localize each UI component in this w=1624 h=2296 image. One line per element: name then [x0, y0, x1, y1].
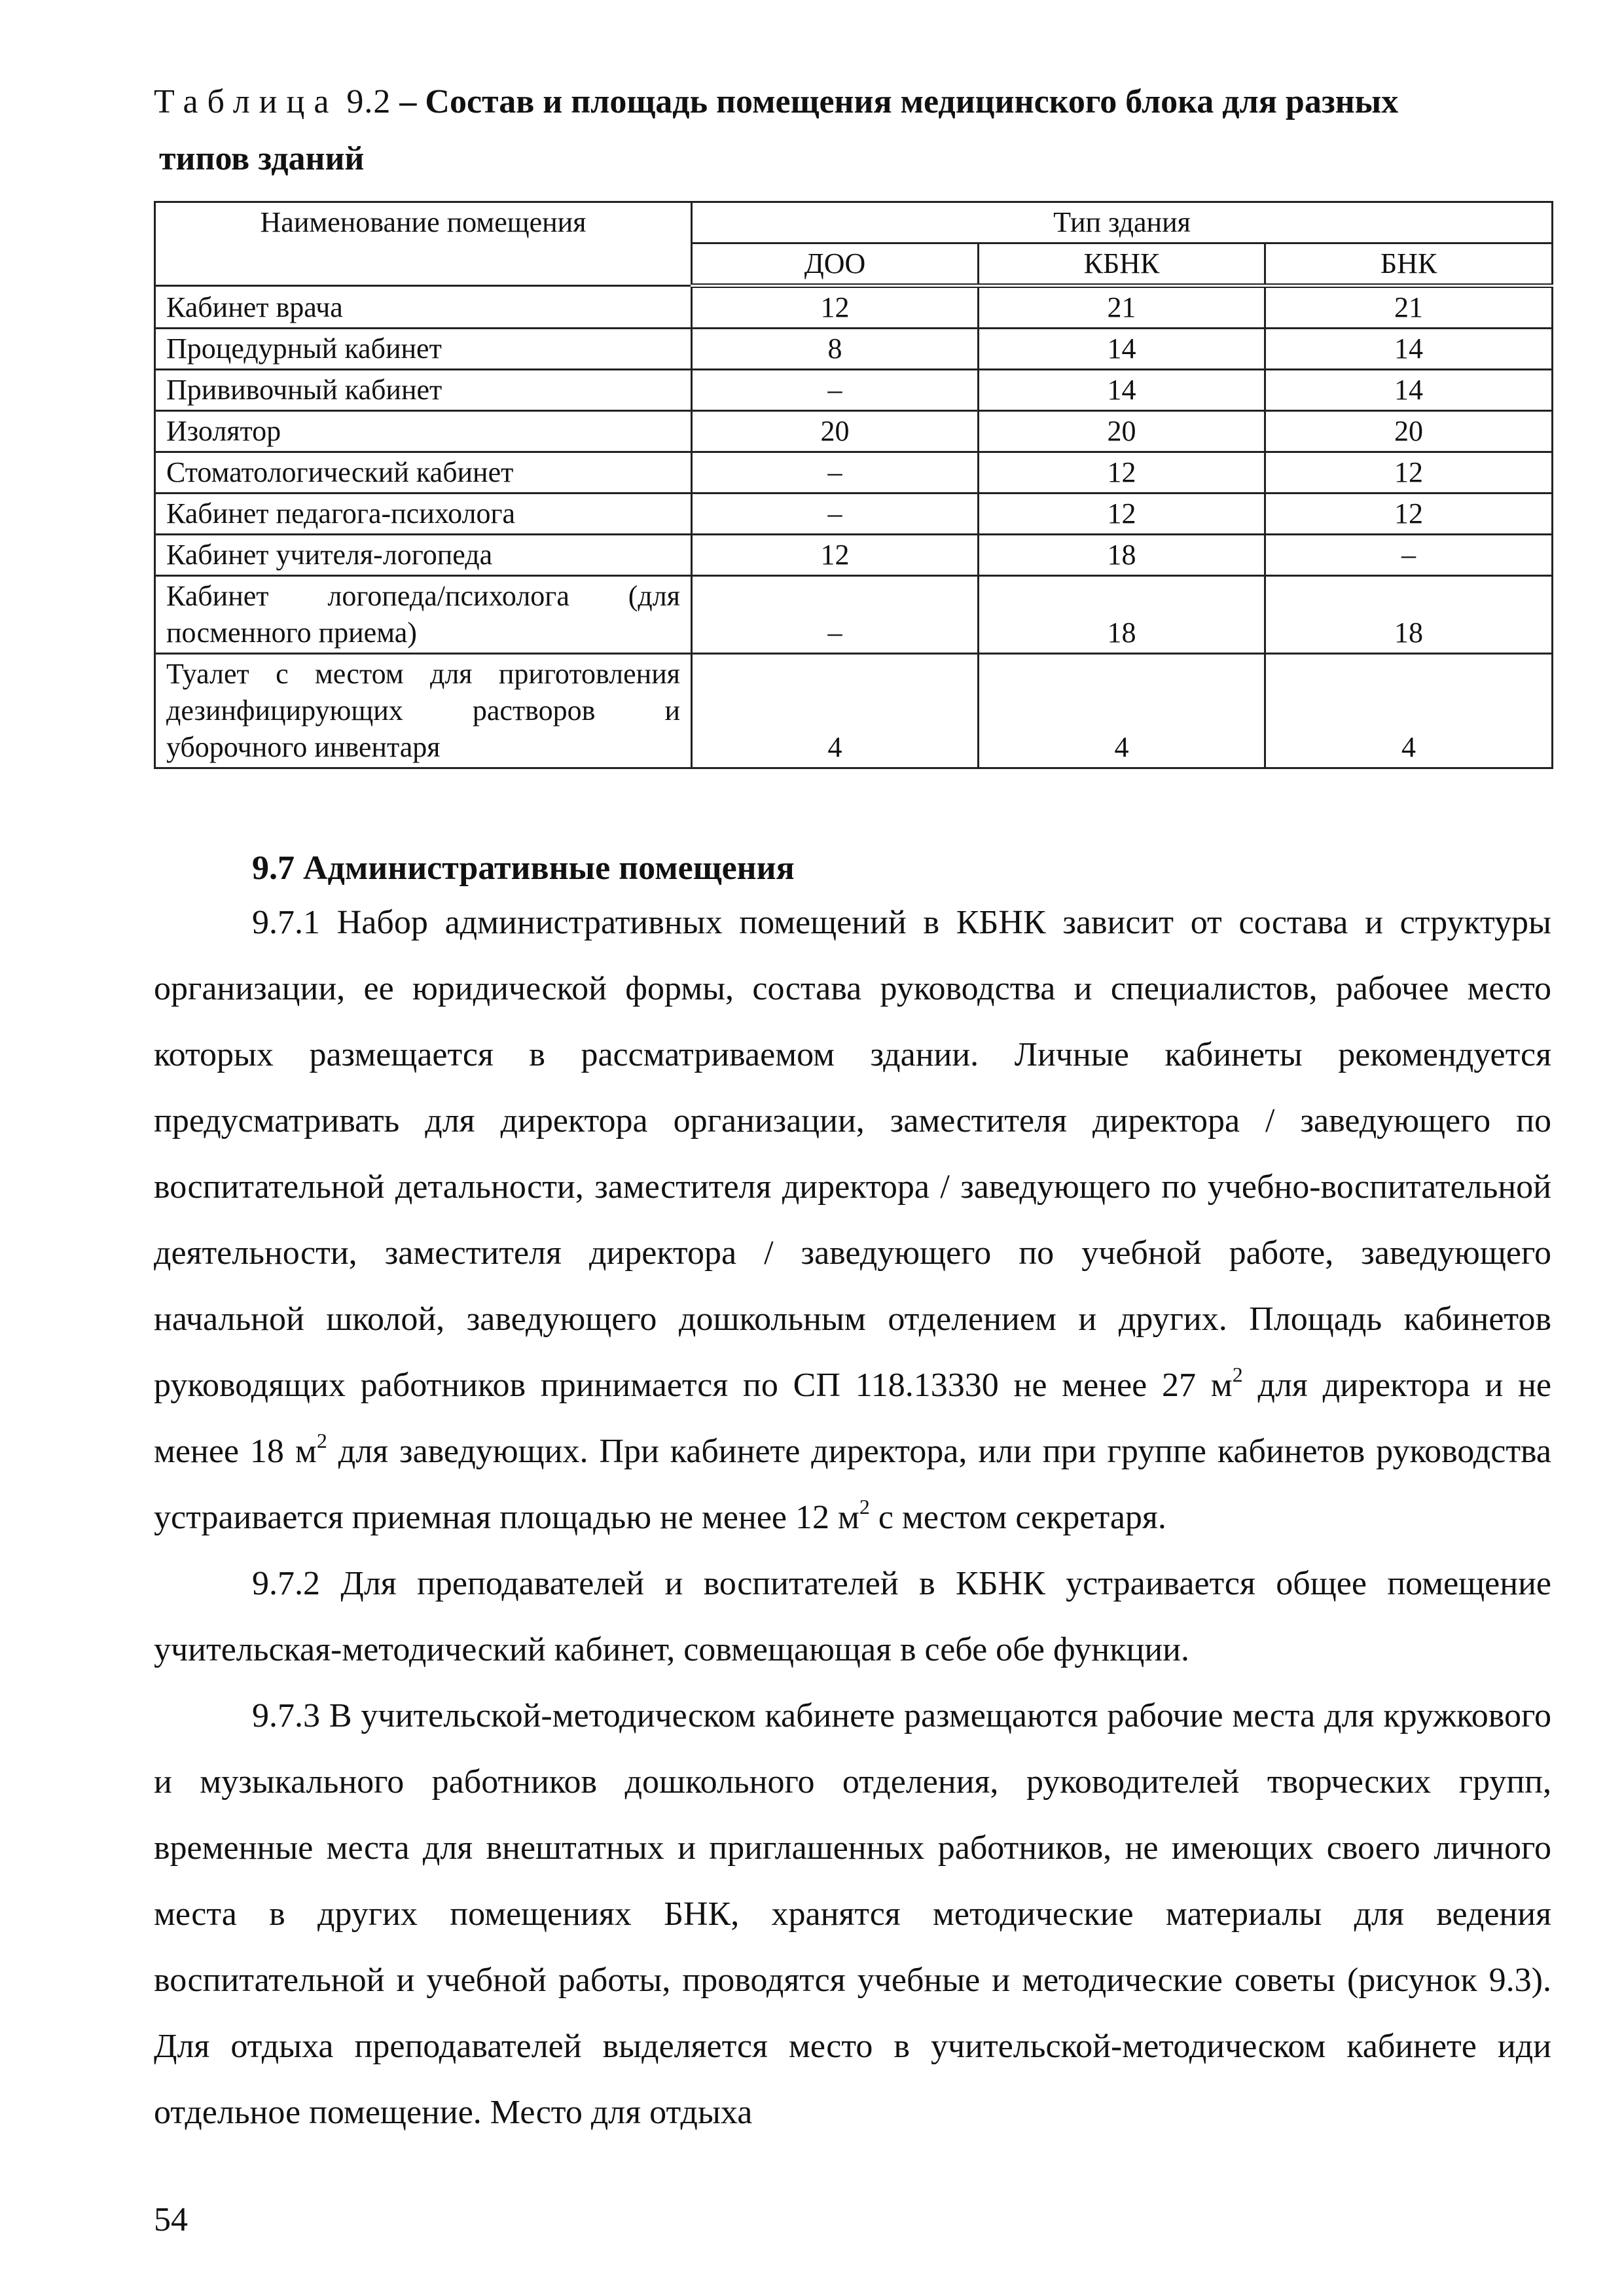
paragraph-9-7-3: 9.7.3 В учительской-методическом кабинете размещаются рабочие места для кружкового и музыкального работников дошкольного отделения, руководителей творческих групп, временные места для внештатных и приглашенных работников, не имеющих своего личного места в других помещениях БНК, хранятся методические материалы для ведения воспитательной и учебной работы, проводятся учебные и методические советы (рисунок 9.3). Для отдыха преподавателей выделяется место в учительской-методическом кабинете иди отдельное помещение. Место для отдыха: [154, 1697, 1551, 2131]
row-value-kbnk: 14: [979, 329, 1265, 370]
table-row: [155, 286, 1553, 329]
table-caption-title-continued: типов зданий: [159, 140, 365, 177]
row-value-doo: –: [692, 452, 979, 493]
table-caption-title: – Состав и площадь помещения медицинского блока для разных: [399, 83, 1399, 120]
table-header-row: [155, 202, 1553, 243]
row-value-kbnk: 12: [979, 452, 1265, 493]
table-caption-number: 9.2: [346, 83, 391, 120]
table-caption: [154, 69, 1551, 135]
row-name: Процедурный кабинет: [155, 329, 692, 370]
table-row: [155, 452, 1553, 493]
paragraph-text: для директора и не менее 18 м: [154, 1367, 1552, 1470]
row-value-doo: –: [692, 576, 979, 654]
row-value-kbnk: 12: [979, 493, 1265, 535]
row-value-bnk: 18: [1265, 576, 1553, 654]
row-value-bnk: 12: [1265, 452, 1553, 493]
row-value-kbnk: 4: [979, 654, 1265, 768]
paragraph-9-7-2: 9.7.2 Для преподавателей и воспитателей в КБНК устраивается общее помещение учительская-методический кабинет, совмещающая в себе обе функции.: [154, 1565, 1551, 1668]
row-name: Изолятор: [155, 411, 692, 452]
header-bnk: БНК: [1265, 243, 1553, 286]
superscript: 2: [859, 1495, 870, 1518]
header-doo: ДОО: [692, 243, 979, 286]
row-value-kbnk: 18: [979, 535, 1265, 576]
row-value-doo: 12: [692, 535, 979, 576]
row-name: Кабинет врача: [155, 286, 692, 329]
row-value-doo: 12: [692, 286, 979, 329]
superscript: 2: [316, 1429, 327, 1452]
superscript: 2: [1232, 1363, 1243, 1386]
table-row: [155, 329, 1553, 370]
header-building-type: Тип здания: [692, 202, 1553, 243]
row-value-bnk: 14: [1265, 370, 1553, 411]
row-name: Кабинет педагога-психолога: [155, 493, 692, 535]
table-row: [155, 411, 1553, 452]
page-content: [154, 69, 1551, 2145]
row-name: Кабинет учителя-логопеда: [155, 535, 692, 576]
row-value-doo: 4: [692, 654, 979, 768]
paragraph-text: 9.7.1 Набор административных помещений в КБНК зависит от состава и структуры организации, ее юридической формы, состава руководства и специалистов, рабочее место которых размещается в рассматриваемом здании. Личные кабинеты рекомендуется предусматривать для директора организации, заместителя директора / заведующего по воспитательной детальности, заместителя директора / заведующего по учебно-воспитательной деятельности, заместителя директора / заведующего по учебной работе, заведующего начальной школой, заведующего дошкольным отделением и других. Площадь кабинетов руководящих работников принимается по СП 118.13330 не менее 27 м: [154, 904, 1551, 1404]
row-value-bnk: 21: [1265, 286, 1553, 329]
row-value-doo: –: [692, 493, 979, 535]
row-value-kbnk: 21: [979, 286, 1265, 329]
paragraph-9-7-1: [154, 889, 1551, 1551]
row-value-doo: –: [692, 370, 979, 411]
page-number: 54: [154, 2201, 188, 2238]
table-row: [155, 654, 1553, 768]
row-value-bnk: 20: [1265, 411, 1553, 452]
paragraph-text: с местом секретаря.: [869, 1499, 1166, 1536]
row-value-kbnk: 20: [979, 411, 1265, 452]
row-name: Стоматологический кабинет: [155, 452, 692, 493]
row-value-bnk: 12: [1265, 493, 1553, 535]
row-value-kbnk: 18: [979, 576, 1265, 654]
row-name: Прививочный кабинет: [155, 370, 692, 411]
table-row: [155, 493, 1553, 535]
header-room-name: Наименование помещения: [155, 202, 692, 286]
table-row: [155, 576, 1553, 654]
row-name: Кабинет логопеда/психолога (для посменного приема): [155, 576, 692, 654]
row-value-doo: 8: [692, 329, 979, 370]
paragraph-text: для заведующих. При кабинете директора, или при группе кабинетов руководства устраивается приемная площадью не менее 12 м: [154, 1433, 1551, 1536]
row-value-bnk: 14: [1265, 329, 1553, 370]
row-name: Туалет с местом для приготовления дезинфицирующих растворов и уборочного инвентаря: [155, 654, 692, 768]
medical-block-table: [154, 201, 1553, 769]
row-value-kbnk: 14: [979, 370, 1265, 411]
table-caption-label: Таблица: [154, 83, 338, 120]
section-heading: 9.7 Административные помещения: [252, 850, 795, 887]
header-kbnk: КБНК: [979, 243, 1265, 286]
row-value-doo: 20: [692, 411, 979, 452]
table-row: [155, 535, 1553, 576]
table-row: [155, 370, 1553, 411]
row-value-bnk: –: [1265, 535, 1553, 576]
row-value-bnk: 4: [1265, 654, 1553, 768]
